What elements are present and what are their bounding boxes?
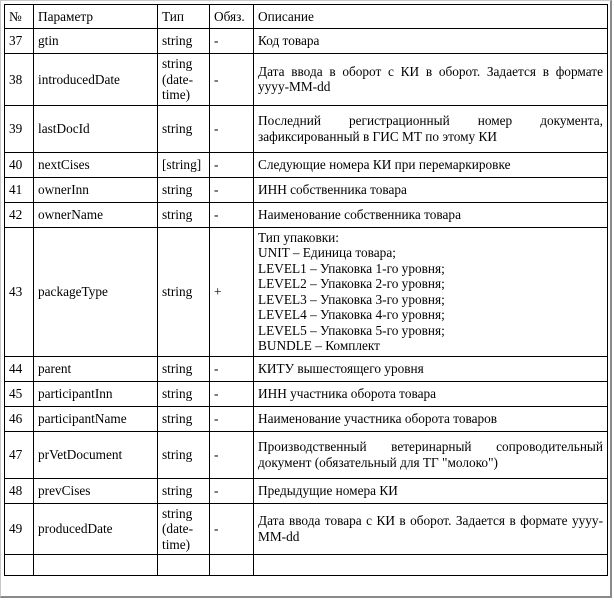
description-line: Тип упаковки: <box>258 229 339 245</box>
parameter-description <box>254 152 608 177</box>
description-line: BUNDLE – Комплект <box>258 338 380 353</box>
row-number: 40 <box>5 152 34 177</box>
parameter-name: lastDocId <box>34 105 158 152</box>
row-number: 44 <box>5 356 34 381</box>
required-flag: - <box>210 152 254 177</box>
header-required: Обяз. <box>210 5 254 29</box>
description-line: ИНН участника оборота товара <box>258 385 437 401</box>
description-line: Наименование собственника товара <box>258 206 461 222</box>
row-number: 37 <box>5 29 34 54</box>
table-row <box>5 356 608 381</box>
table-row <box>5 202 608 227</box>
parameter-name: nextCises <box>34 152 158 177</box>
description-line: Производственный ветеринарный сопроводительный документ (обязательный для ТГ "молоко") <box>258 439 603 470</box>
parameter-description <box>254 177 608 202</box>
parameter-type: string <box>158 202 210 227</box>
row-number: 43 <box>5 227 34 356</box>
parameter-name: parent <box>34 356 158 381</box>
parameter-description <box>254 54 608 106</box>
row-number: 41 <box>5 177 34 202</box>
parameter-name: gtin <box>34 29 158 54</box>
parameter-description <box>254 29 608 54</box>
description-line: Предыдущие номера КИ <box>258 482 398 498</box>
parameter-description <box>254 381 608 406</box>
description-line: Следующие номера КИ при перемаркировке <box>258 156 511 172</box>
description-line: ИНН собственника товара <box>258 181 407 197</box>
required-flag: - <box>210 406 254 431</box>
parameter-type: string <box>158 105 210 152</box>
description-line: Последний регистрационный номер документа, зафиксированный в ГИС МТ по этому КИ <box>258 113 603 144</box>
table-row <box>5 406 608 431</box>
parameter-type: string (date- time) <box>158 54 210 106</box>
table-row <box>5 478 608 503</box>
parameter-type: string <box>158 227 210 356</box>
parameter-type: string <box>158 29 210 54</box>
row-number: 47 <box>5 431 34 478</box>
description-line: Наименование участника оборота товаров <box>258 410 498 426</box>
description-line: LEVEL3 – Упаковка 3-го уровня; <box>258 291 445 307</box>
empty-cell <box>34 555 158 576</box>
parameter-description <box>254 431 608 478</box>
description-line: Код товара <box>258 33 320 49</box>
empty-cell <box>158 555 210 576</box>
table-header-row <box>5 5 608 29</box>
description-line: LEVEL5 – Упаковка 5-го уровня; <box>258 322 445 338</box>
parameter-name: ownerInn <box>34 177 158 202</box>
description-line: LEVEL2 – Упаковка 2-го уровня; <box>258 276 445 291</box>
row-number: 42 <box>5 202 34 227</box>
parameter-description <box>254 227 608 356</box>
required-flag: - <box>210 478 254 503</box>
row-number: 48 <box>5 478 34 503</box>
required-flag: - <box>210 54 254 106</box>
required-flag: - <box>210 356 254 381</box>
parameter-type: [string] <box>158 152 210 177</box>
empty-cell <box>5 555 34 576</box>
parameter-name: prVetDocument <box>34 431 158 478</box>
parameter-type: string <box>158 381 210 406</box>
table-row <box>5 29 608 54</box>
parameter-name: packageType <box>34 227 158 356</box>
parameter-description <box>254 406 608 431</box>
parameters-table <box>4 4 608 576</box>
empty-cell <box>210 555 254 576</box>
required-flag: - <box>210 431 254 478</box>
table-row <box>5 105 608 152</box>
row-number: 39 <box>5 105 34 152</box>
description-line: КИТУ вышестоящего уровня <box>258 360 424 376</box>
table-row <box>5 503 608 555</box>
parameter-type: string <box>158 177 210 202</box>
required-flag: - <box>210 29 254 54</box>
description-line: Дата ввода товара с КИ в оборот. Задается в формате yyyy-MM-dd <box>258 513 603 544</box>
parameter-name: producedDate <box>34 503 158 555</box>
table-row <box>5 54 608 106</box>
header-type: Тип <box>158 5 210 29</box>
parameter-description <box>254 478 608 503</box>
parameter-type: string <box>158 478 210 503</box>
parameter-name: introducedDate <box>34 54 158 106</box>
table-row <box>5 177 608 202</box>
required-flag: - <box>210 503 254 555</box>
parameter-description <box>254 356 608 381</box>
parameter-type: string <box>158 356 210 381</box>
description-line: LEVEL4 – Упаковка 4-го уровня; <box>258 307 445 322</box>
parameter-type: string <box>158 431 210 478</box>
required-flag: - <box>210 381 254 406</box>
table-row <box>5 227 608 356</box>
table-row <box>5 381 608 406</box>
parameter-name: participantInn <box>34 381 158 406</box>
table-body <box>5 29 608 576</box>
row-number: 45 <box>5 381 34 406</box>
parameter-name: prevCises <box>34 478 158 503</box>
parameter-description <box>254 105 608 152</box>
parameter-name: participantName <box>34 406 158 431</box>
description-line: LEVEL1 – Упаковка 1-го уровня; <box>258 260 445 276</box>
required-flag: - <box>210 105 254 152</box>
row-number: 49 <box>5 503 34 555</box>
parameter-type: string (date- time) <box>158 503 210 555</box>
table-row-cut-off <box>5 555 608 576</box>
row-number: 46 <box>5 406 34 431</box>
table-row <box>5 431 608 478</box>
required-flag: - <box>210 177 254 202</box>
header-number: № <box>5 5 34 29</box>
description-line: Дата ввода в оборот с КИ в оборот. Задается в формате yyyy-MM-dd <box>258 63 603 95</box>
table-row <box>5 152 608 177</box>
header-parameter: Параметр <box>34 5 158 29</box>
parameter-description <box>254 202 608 227</box>
empty-cell <box>254 555 608 576</box>
parameter-description <box>254 503 608 555</box>
row-number: 38 <box>5 54 34 106</box>
parameter-type: string <box>158 406 210 431</box>
description-line: UNIT – Единица товара; <box>258 245 396 260</box>
required-flag: - <box>210 202 254 227</box>
header-description: Описание <box>254 5 608 29</box>
required-flag: + <box>210 227 254 356</box>
parameter-name: ownerName <box>34 202 158 227</box>
